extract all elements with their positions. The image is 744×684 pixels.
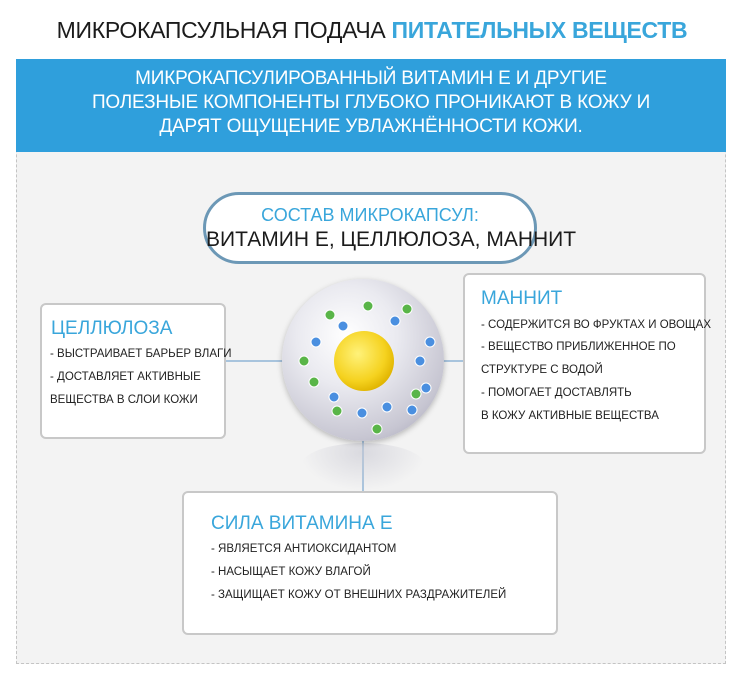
mannitol-card xyxy=(463,273,712,454)
vitamin-e-core xyxy=(334,331,394,391)
mannitol-line-3: СТРУКТУРЕ С ВОДОЙ xyxy=(481,364,603,376)
vitamin-e-line-1: - ЯВЛЯЕТСЯ АНТИОКСИДАНТОМ xyxy=(211,543,397,555)
banner-line-2: ПОЛЕЗНЫЕ КОМПОНЕНТЫ ГЛУБОКО ПРОНИКАЮТ В КОЖУ И xyxy=(91,92,651,113)
cellulose-line-3: ВЕЩЕСТВА В СЛОИ КОЖИ xyxy=(50,394,198,406)
sphere-reflection xyxy=(300,443,426,491)
particle-green xyxy=(309,377,319,387)
capsule-contents xyxy=(282,279,444,441)
vitamin-e-line-3: - ЗАЩИЩАЕТ КОЖУ ОТ ВНЕШНИХ РАЗДРАЖИТЕЛЕЙ xyxy=(211,589,507,601)
particle-green xyxy=(325,310,335,320)
cellulose-line-2: - ДОСТАВЛЯЕТ АКТИВНЫЕ xyxy=(50,371,201,383)
composition-value: ВИТАМИН Е, ЦЕЛЛЮЛОЗА, МАННИТ xyxy=(206,228,577,251)
mannitol-line-1: - СОДЕРЖИТСЯ ВО ФРУКТАХ И ОВОЩАХ xyxy=(481,319,712,331)
vitamin-e-card xyxy=(182,491,558,635)
particle-green xyxy=(411,389,421,399)
title-part-1: МИКРОКАПСУЛЬНАЯ ПОДАЧА xyxy=(56,17,392,43)
banner-line-1: МИКРОКАПСУЛИРОВАННЫЙ ВИТАМИН Е И ДРУГИЕ xyxy=(135,68,607,89)
composition-heading: СОСТАВ МИКРОКАПСУЛ: xyxy=(261,205,479,225)
particle-blue xyxy=(329,392,339,402)
particle-blue xyxy=(311,337,321,347)
cellulose-card xyxy=(40,303,232,439)
particle-blue xyxy=(382,402,392,412)
microcapsule-sphere xyxy=(282,279,444,441)
particle-blue xyxy=(415,356,425,366)
cellulose-line-1: - ВЫСТРАИВАЕТ БАРЬЕР ВЛАГИ xyxy=(50,348,232,360)
particle-blue xyxy=(407,405,417,415)
mannitol-title: МАННИТ xyxy=(481,288,563,309)
mannitol-line-4: - ПОМОГАЕТ ДОСТАВЛЯТЬ xyxy=(481,387,632,399)
vitamin-e-title: СИЛА ВИТАМИНА Е xyxy=(211,513,393,534)
banner-line-3: ДАРЯТ ОЩУЩЕНИЕ УВЛАЖНЁННОСТИ КОЖИ. xyxy=(159,116,583,137)
cellulose-title: ЦЕЛЛЮЛОЗА xyxy=(51,318,173,339)
mannitol-line-2: - ВЕЩЕСТВО ПРИБЛИЖЕННОЕ ПО xyxy=(481,341,676,353)
mannitol-line-5: В КОЖУ АКТИВНЫЕ ВЕЩЕСТВА xyxy=(481,410,659,422)
particle-green xyxy=(299,356,309,366)
particle-blue xyxy=(390,316,400,326)
particle-green xyxy=(363,301,373,311)
particle-green xyxy=(372,424,382,434)
particle-blue xyxy=(421,383,431,393)
title-part-2: ПИТАТЕЛЬНЫХ ВЕЩЕСТВ xyxy=(391,17,688,43)
particle-green xyxy=(332,406,342,416)
particle-blue xyxy=(357,408,367,418)
particle-blue xyxy=(338,321,348,331)
vitamin-e-line-2: - НАСЫЩАЕТ КОЖУ ВЛАГОЙ xyxy=(211,566,371,578)
particle-blue xyxy=(425,337,435,347)
particle-green xyxy=(402,304,412,314)
